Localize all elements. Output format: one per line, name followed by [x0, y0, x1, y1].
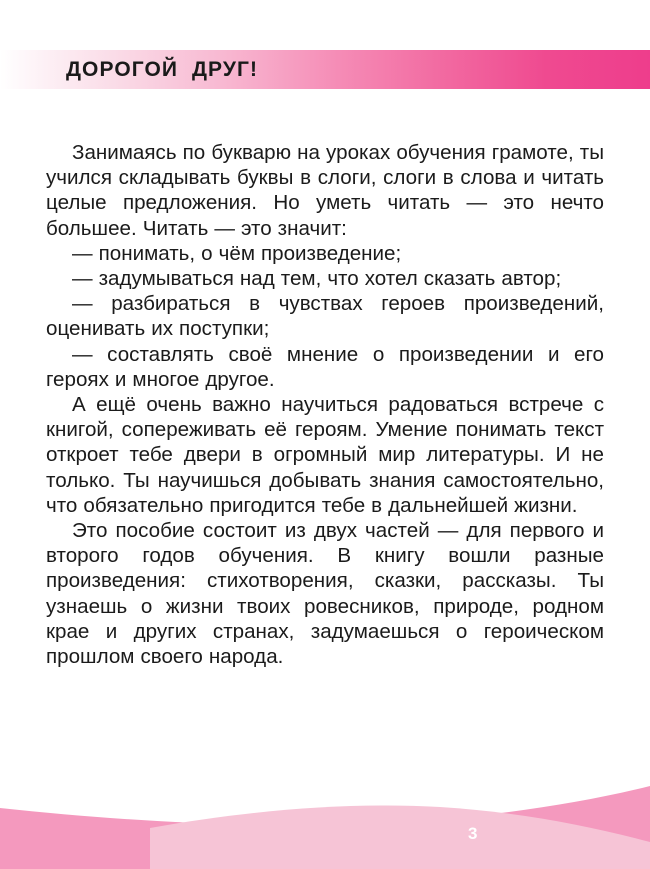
- list-item: — составлять своё мнение о произведении и его героях и многое другое.: [46, 342, 604, 391]
- body-text: [46, 140, 604, 669]
- list-item: — понимать, о чём произведение;: [72, 241, 402, 265]
- page-title: ДОРОГОЙ ДРУГ!: [66, 58, 259, 81]
- paragraph-about-book: Это пособие состоит из двух частей — для первого и второго годов обучения. В книгу вошли разные произведения: стихотворения, сказки, рассказы. Ты узнаешь о жизни твоих ровесников, природе, родном крае и других странах, задумаешься о героическом прошлом своего народа.: [46, 519, 604, 669]
- page-number: 3: [468, 824, 478, 843]
- paragraph-intro: Занимаясь по букварю на уроках обучения грамоте, ты учился складывать буквы в слоги, слоги в слова и читать целые предложения. Но уметь читать — это нечто большее. Читать — это значит:: [46, 141, 604, 240]
- list-item: — задумываться над тем, что хотел сказать автор;: [72, 267, 562, 291]
- list-item: — разбираться в чувствах героев произведений, оценивать их поступки;: [46, 292, 604, 341]
- paragraph-about-reading: А ещё очень важно научиться радоваться встрече с книгой, сопереживать её героям. Умение понимать текст откроет тебе двери в огромный мир литературы. И не только. Ты научишься добывать знания самостоятельно, что обязательно пригодится тебе в дальнейшей жизни.: [46, 393, 604, 517]
